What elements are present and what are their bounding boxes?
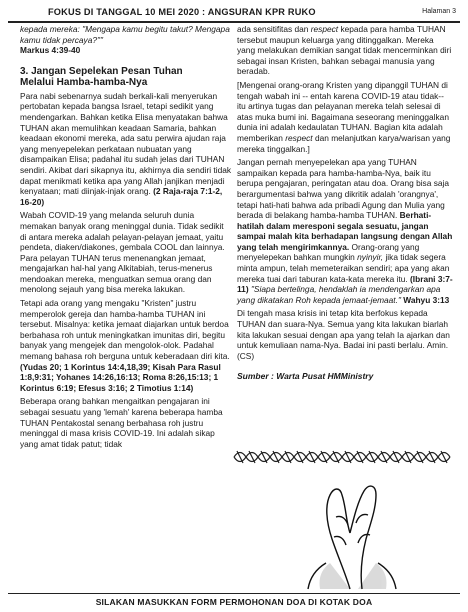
paragraph-kristen-references: (Yudas 20; 1 Korintus 14:4,18,39; Kisah Para Rasul 1:8,9:31; Yohanes 14:26,16:13; Roma 8:26,15:13; 1 Korintus 6:19; Efesus 3:16; 2 Timotius 1:14)	[20, 361, 221, 393]
paragraph-warning-text-b: Orang-orang yang menyelepekan bahkan mungkin	[237, 241, 420, 263]
paragraph-respect-text-a: ada sensitifitas dan	[237, 24, 309, 34]
footer-notice: SILAKAN MASUKKAN FORM PERMOHONAN DOA DI KOTAK DOA	[95, 597, 373, 607]
header-title: FOKUS DI TANGGAL 10 MEI 2020 : ANGSURAN KPR RUKO	[48, 7, 316, 17]
praying-hands-illustration-icon	[20, 477, 453, 591]
wahyu-quote: "Siapa bertelinga, hendaklah ia mendengarkan apa yang dikatakan Roh kepada jemaat-jemaat."	[237, 284, 441, 305]
section-heading-line1: 3. Jangan Sepelekan Pesan Tuhan	[20, 65, 183, 77]
intro-quote-text: kepada mereka: "Mengapa kamu begitu takut? Mengapa kamu tidak percaya?""	[20, 24, 230, 45]
nyinyir-word: nyinyir,	[357, 252, 384, 263]
wahyu-reference: Wahyu 3:13	[403, 294, 450, 305]
paragraph-warning-text-c: jika tidak segera minta ampun, telah memeteraikan sendiri; apa yang akan mereka tuai dari taburan kata-kata mereka itu.	[237, 252, 450, 284]
page-header	[0, 0, 468, 22]
paragraph-warning-text-a: Jangan pernah menyepelekan apa yang TUHAN sampaikan kepada para hamba-hamba-Nya, baik itu berupa pengajaran, peringatan atau doa. Orang bisa saja berargumentasi bahwa yang dikritik adalah 'orangnya', tetapi hati-hati bahwa ada pribadi Agung dan Mulia yang berada di belakang hamba-hamba TUHAN.	[237, 157, 449, 221]
left-column	[20, 24, 232, 452]
respect-word-2: respect	[285, 132, 313, 143]
section-heading	[20, 66, 232, 89]
paragraph-elisa-reference: (2 Raja-raja 7:1-2, 16-20)	[20, 186, 223, 207]
paragraph-pentakostal: Beberapa orang bahkan mengaitkan pengajaran ini sebagai sesuatu yang 'lemah' karena beberapa hamba TUHAN Pentakostal senang berbahasa roh justru meninggal di masa krisis COVID-19. Ini adalah sikap yang amat tidak patut; tidak	[20, 396, 223, 449]
respect-word: respect	[310, 24, 339, 34]
paragraph-respect-text-b: kepada para hamba TUHAN tersebut maupun keluarga yang ditinggalkan. Mereka yang melakukan demikian sangat tidak mencerminkan diri sebagai insan Kristen, bahkan sebagai manusia yang beradab.	[237, 24, 452, 77]
paragraph-covid: Wabah COVID-19 yang melanda seluruh dunia memakan banyak orang meninggal dunia. Tidak sedikit di antara mereka adalah pelayan-pelayan jemaat, yaitu pendeta, diaken/diakones, gembala COOL dan lainnya. Para pelayan TUHAN terus menenangkan jemaat, mengajarkan hal-hal yang Alkitabiah, terus-menerus mendoakan mereka, menguatkan semua orang dan menolong sejauh yang bisa mereka lakukan.	[20, 210, 225, 295]
right-column	[237, 24, 453, 385]
source-credit: Sumber : Warta Pusat HMMinistry	[237, 371, 374, 382]
paragraph-bracket-text-b: dan melanjutkan karya/warisan yang mereka tinggalkan.]	[237, 132, 451, 154]
footer-divider	[8, 593, 460, 594]
paragraph-closing: Di tengah masa krisis ini tetap kita berfokus kepada TUHAN dan suara-Nya. Semua yang kita lakukan biarlah kita lakukan sesuai dengan apa yang telah Ia ajarkan dan untuk kemuliaan nama-Nya. Badai ini pasti berlalu. Amin. (CS)	[237, 308, 450, 361]
paragraph-warning-emphasis: Berhati-hatilah dalam meresponi segala sesuatu, jangan sampai malah kita berhadapan langsung dengan Allah yang telah mengirimkannya.	[237, 210, 453, 252]
paragraph-respect	[237, 24, 453, 77]
paragraph-kristen-text: Tetapi ada orang yang mengaku "Kristen" justru memperolok gereja dan hamba-hamba TUHAN ini tersebut. Misalnya: ketika jemaat diajarkan untuk berdoa berbahasa roh untuk meningkatkan imunitas diri, begitu banyak yang mengejek dan mengolok-olok. Padahal memang bahasa roh berguna untuk keberadaan diri kita.	[20, 298, 230, 362]
paragraph-bracket	[237, 80, 453, 154]
rope-divider-icon	[232, 445, 454, 469]
paragraph-bracket-text-a: [Mengenai orang-orang Kristen yang dipanggil TUHAN di tengah wabah ini -- entah karena COVID-19 atau tidak-- itu artinya tugas dan pelayanan mereka telah selesai di atas muka bumi ini. Bagaimana seseorang meninggalkan dunia ini adalah kedaulatan TUHAN. Bagian kita adalah memberikan	[237, 79, 449, 143]
header-divider	[8, 21, 460, 23]
section-heading-line2: Melalui Hamba-hamba-Nya	[20, 77, 148, 89]
ibrani-reference: (Ibrani 3:7-11)	[237, 273, 453, 295]
paragraph-warning	[237, 157, 453, 305]
paragraph-elisa	[20, 91, 232, 208]
page-number: Halaman 3	[422, 8, 456, 15]
intro-reference: Markus 4:39-40	[20, 45, 81, 56]
intro-quote	[20, 24, 232, 56]
paragraph-kristen	[20, 298, 232, 393]
paragraph-elisa-text: Para nabi sebenarnya sudah berkali-kali menyerukan pertobatan kepada bangsa Israel, tetapi sedikit yang mendengarkan. Bahkan ketika Elisa menyatakan bahwa TUHAN akan memulihkan keadaan Samaria, bahkan keadaan ekonomi mereka, ada satu perwira ajudan raja yang menyepelekan perkataan nubuatan yang disampaikan Elisa; padahal itu sudah jelas dari TUHAN sendiri. Akibat dari sikapnya itu, akhirnya dia sendiri tidak dapat menikmati ketika apa yang Allah janjikan menjadi kenyataan; mati diinjak-injak orang.	[20, 90, 232, 197]
